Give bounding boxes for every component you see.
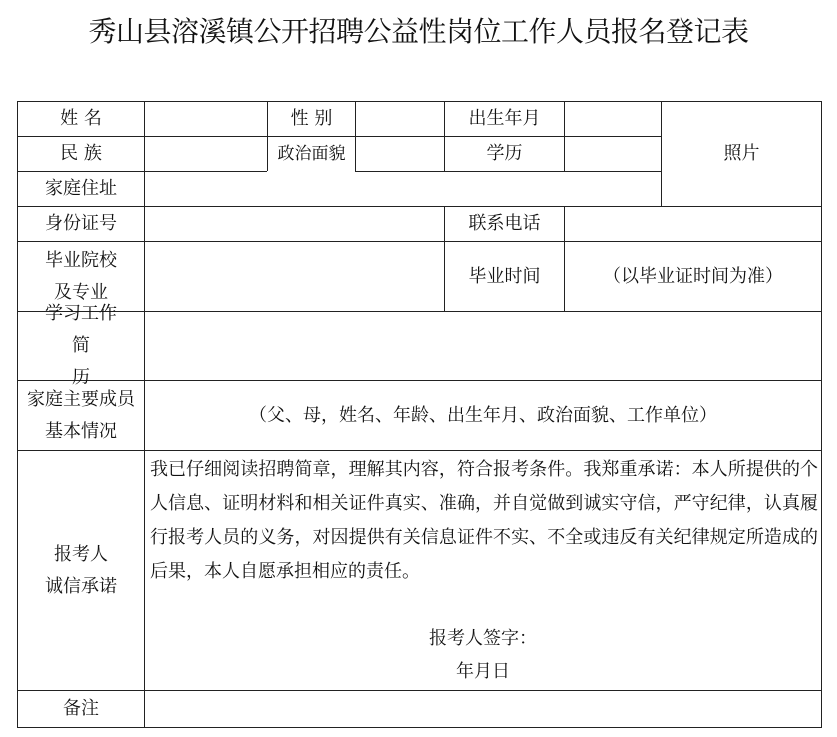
- label-id-number: 身份证号: [45, 213, 117, 234]
- label-name: 姓 名: [60, 108, 102, 129]
- photo-box[interactable]: 照片: [723, 143, 760, 164]
- label-education: 学历: [486, 143, 523, 164]
- label-phone: 联系电话: [468, 213, 541, 234]
- label-ethnicity: 民 族: [60, 143, 102, 164]
- label-address: 家庭住址: [45, 178, 117, 199]
- label-birth: 出生年月: [468, 108, 541, 129]
- label-school-line2: 及专业: [54, 281, 108, 303]
- family-field[interactable]: （父、母，姓名、年龄、出生年月、政治面貌、工作单位）: [249, 404, 717, 426]
- ethnicity-field[interactable]: [145, 137, 267, 171]
- signature-label[interactable]: 报考人签字：: [429, 628, 537, 649]
- gender-field[interactable]: [356, 102, 444, 136]
- political-field[interactable]: [356, 137, 444, 171]
- label-grad-time: 毕业时间: [468, 265, 541, 287]
- label-remarks: 备注: [63, 698, 99, 719]
- label-resume-char2: 历: [72, 367, 90, 388]
- label-pledge-line2: 诚信承诺: [45, 575, 117, 597]
- pledge-text: 我已仔细阅读招聘简章，理解其内容，符合报考条件。我郑重承诺：本人所提供的个人信息、证明材料和相关证件真实、准确，并自觉做到诚实守信，严守纪律，认真履行报考人员的义务，对因提供有关信息证件不实、不全或违反有关纪律规定所造成的后果，本人自愿承担相应的责任。: [150, 459, 818, 582]
- label-family-line1: 家庭主要成员: [27, 388, 135, 410]
- form-title: 秀山县溶溪镇公开招聘公益性岗位工作人员报名登记表: [88, 15, 749, 48]
- label-resume-char1: 简: [72, 335, 90, 356]
- birth-field[interactable]: [565, 102, 661, 136]
- address-field[interactable]: [145, 172, 661, 206]
- resume-field[interactable]: [145, 312, 821, 380]
- label-family-line2: 基本情况: [45, 420, 117, 442]
- date-label[interactable]: 年月日: [456, 661, 510, 682]
- label-resume-line1: 学习工作: [45, 303, 117, 324]
- remarks-field[interactable]: [145, 691, 821, 727]
- phone-field[interactable]: [565, 207, 821, 241]
- education-field[interactable]: [565, 137, 661, 171]
- school-major-field[interactable]: [145, 242, 444, 311]
- grad-time-field[interactable]: （以毕业证时间为准）: [603, 265, 783, 287]
- label-resume: [18, 303, 144, 388]
- label-pledge: [18, 451, 144, 690]
- label-school-line1: 毕业院校: [45, 249, 117, 271]
- id-number-field[interactable]: [145, 207, 444, 241]
- label-gender: 性 别: [290, 108, 333, 129]
- label-pledge-line1: 报考人: [54, 543, 108, 565]
- name-field[interactable]: [145, 102, 267, 136]
- label-political: 政治面貌: [277, 144, 346, 164]
- label-family: [18, 381, 144, 450]
